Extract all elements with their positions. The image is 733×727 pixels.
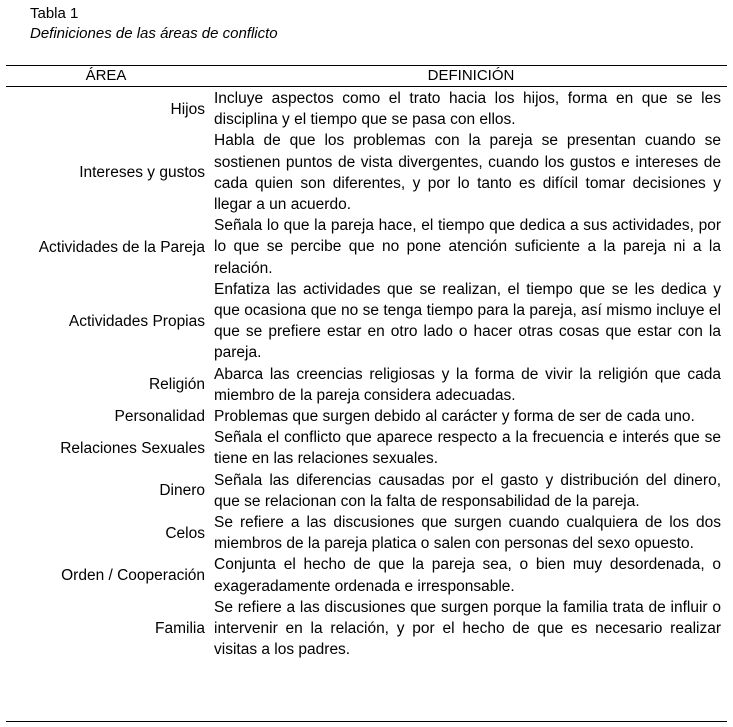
area-cell: Religión [148, 376, 205, 394]
area-cell: Actividades de la Pareja [38, 238, 205, 256]
table-row [6, 597, 727, 661]
definition-cell: Enfatiza las actividades que se realizan, el tiempo que se les dedica y que ocasiona que no se tenga tiempo para la pareja, así mismo incluye el que se prefiere estar en otro lado o hacer otras cosas que estar con la pareja. [214, 280, 721, 362]
definition-cell: Señala lo que la pareja hace, el tiempo que dedica a sus actividades, por lo que se percibe que no pone atención suficiente a la pareja ni a la relación. [214, 217, 721, 277]
table-row [6, 130, 727, 215]
definition-cell: Conjunta el hecho de que la pareja sea, o bien muy desordenada, o exageradamente ordenada e irresponsable. [214, 556, 721, 595]
area-cell: Relaciones Sexuales [60, 439, 205, 457]
table-row [6, 427, 727, 469]
table-body [6, 88, 727, 660]
area-cell: Hijos [170, 100, 205, 118]
table-row [6, 554, 727, 596]
table-row [6, 512, 727, 554]
definition-cell: Incluye aspectos como el trato hacia los hijos, forma en que se les disciplina y el tiempo que se pasa con ellos. [214, 90, 721, 129]
table-header [6, 66, 727, 86]
definition-cell: Se refiere a las discusiones que surgen porque la familia trata de influir o intervenir en la relación, y por el hecho de que es necesario realizar visitas a los padres. [214, 598, 721, 659]
table-header-rule [6, 86, 727, 87]
header-area: ÁREA [85, 67, 127, 84]
area-cell: Personalidad [114, 408, 205, 426]
area-cell: Actividades Propias [68, 312, 205, 330]
header-definition: DEFINICIÓN [427, 67, 515, 84]
table-row [6, 215, 727, 279]
table-row [6, 88, 727, 130]
definition-cell: Problemas que surgen debido al carácter y forma de ser de cada uno. [214, 408, 695, 426]
area-cell: Celos [165, 524, 205, 542]
table-row [6, 470, 727, 512]
table-bottom-rule [6, 721, 727, 722]
area-cell: Orden / Cooperación [61, 567, 205, 585]
table-row [6, 406, 727, 427]
definition-cell: Se refiere a las discusiones que surgen cuando cualquiera de los dos miembros de la pareja platica o salen con personas del sexo opuesto. [214, 514, 721, 553]
area-cell: Familia [155, 620, 205, 638]
area-cell: Intereses y gustos [79, 164, 205, 182]
definition-cell: Señala las diferencias causadas por el gasto y distribución del dinero, que se relacionan con la falta de responsabilidad de la pareja. [214, 471, 721, 510]
area-cell: Dinero [159, 482, 205, 500]
table-number: Tabla 1 [30, 5, 79, 22]
table-row [6, 279, 727, 364]
definition-cell: Habla de que los problemas con la pareja se presentan cuando se sostienen puntos de vista divergentes, cuando los gustos e intereses de cada quien son diferentes, y por lo tanto es difícil tomar decisiones y llegar a un acuerdo. [214, 132, 721, 214]
table-row [6, 364, 727, 406]
definition-cell: Señala el conflicto que aparece respecto a la frecuencia e interés que se tiene en las relaciones sexuales. [214, 429, 721, 468]
table-caption [30, 4, 278, 44]
table-title: Definiciones de las áreas de conflicto [30, 25, 278, 42]
definition-cell: Abarca las creencias religiosas y la forma de vivir la religión que cada miembro de la pareja considera adecuadas. [214, 365, 721, 404]
